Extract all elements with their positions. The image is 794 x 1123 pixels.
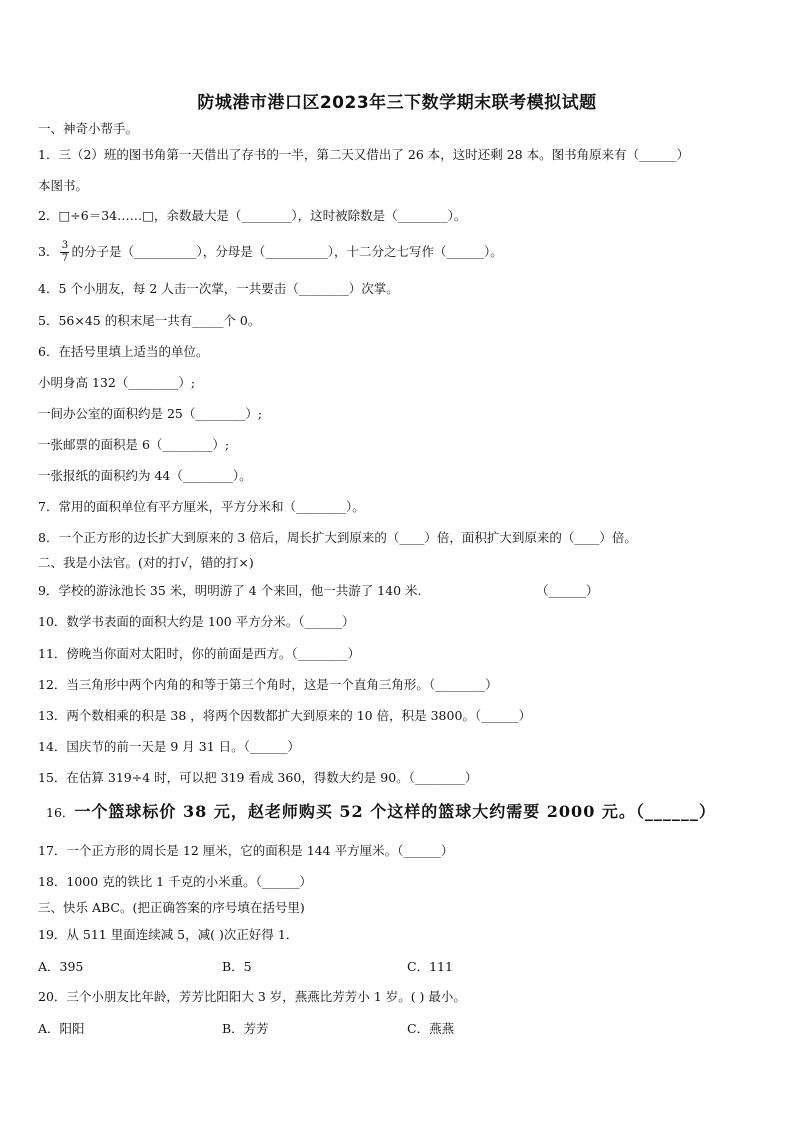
question-9 [38, 582, 754, 600]
question-20-stem: 20．三个小朋友比年龄，芳芳比阳阳大 3 岁，燕燕比芳芳小 1 岁。( ) 最小。 [38, 989, 466, 1004]
question-19-option-a: A．395 [38, 959, 84, 974]
question-6-c: 一张邮票的面积是 6（________）; [38, 437, 230, 452]
question-14: 14．国庆节的前一天是 9 月 31 日。（______） [38, 739, 300, 754]
fraction-denominator: 7 [61, 253, 69, 264]
section-heading-3: 三、快乐 ABC。(把正确答案的序号填在括号里) [38, 900, 305, 915]
question-9-text: 9．学校的游泳池长 35 米，明明游了 4 个来回，他一共游了 140 米. [38, 583, 422, 598]
question-3-text: 的分子是（__________），分母是（__________），十二分之七写作（______）。 [71, 244, 503, 259]
question-17: 17．一个正方形的周长是 12 厘米，它的面积是 144 平方厘米。（______） [38, 843, 454, 858]
question-3 [38, 241, 754, 264]
question-15: 15．在估算 319÷4 时，可以把 319 看成 360，得数大约是 90。（________） [38, 770, 478, 785]
question-10: 10．数学书表面的面积大约是 100 平方分米。（______） [38, 614, 355, 629]
question-12: 12．当三角形中两个内角的和等于第三个角时，这是一个直角三角形。（________） [38, 677, 498, 692]
question-20-option-c: C．燕燕 [407, 1021, 455, 1036]
question-20-option-a: A．阳阳 [38, 1021, 85, 1036]
question-3-number: 3． [38, 244, 59, 259]
page-title: 防城港市港口区2023年三下数学期末联考模拟试题 [197, 93, 597, 113]
question-19-stem: 19．从 511 里面连续减 5，减( )次正好得 1． [38, 927, 299, 942]
question-18: 18．1000 克的铁比 1 千克的小米重。（______） [38, 874, 312, 889]
question-13: 13．两个数相乘的积是 38 ，将两个因数都扩大到原来的 10 倍，积是 3800。（______） [38, 708, 532, 723]
question-5: 5．56×45 的积末尾一共有_____个 0。 [38, 313, 261, 328]
question-6-b: 一间办公室的面积约是 25（________）; [38, 406, 263, 421]
question-7: 7．常用的面积单位有平方厘米，平方分米和（________）。 [38, 499, 365, 514]
section-heading-2: 二、我是小法官。(对的打√，错的打×) [38, 555, 254, 570]
question-1-line-2: 本图书。 [38, 178, 89, 193]
question-19-option-c: C．111 [407, 959, 453, 974]
section-heading-1: 一、神奇小帮手。 [38, 121, 139, 136]
fraction-numerator: 3 [61, 240, 69, 251]
question-2: 2．□÷6＝34……□，余数最大是（________），这时被除数是（________）。 [38, 208, 467, 223]
question-16 [46, 803, 754, 822]
question-19-option-b: B．5 [222, 959, 252, 974]
question-16-text: 一个篮球标价 38 元，赵老师购买 52 个这样的篮球大约需要 2000 元。（______） [74, 802, 716, 821]
question-6-stem: 6．在括号里填上适当的单位。 [38, 344, 209, 359]
question-4: 4．5 个小朋友，每 2 人击一次掌，一共要击（________）次掌。 [38, 281, 399, 296]
question-11: 11．傍晚当你面对太阳时，你的前面是西方。（________） [38, 646, 361, 661]
question-6-a: 小明身高 132（________）; [38, 375, 196, 390]
question-20-option-b: B．芳芳 [222, 1021, 269, 1036]
question-16-number: 16． [46, 805, 75, 820]
question-6-d: 一张报纸的面积约为 44（________）。 [38, 468, 252, 483]
question-9-answer-blank: （______） [536, 583, 599, 598]
fraction-three-sevenths [60, 241, 69, 264]
question-8: 8．一个正方形的边长扩大到原来的 3 倍后，周长扩大到原来的（____）倍，面积扩大到原来的（____）倍。 [38, 530, 637, 545]
question-1-line-1: 1．三（2）班的图书角第一天借出了存书的一半，第二天又借出了 26 本，这时还剩 28 本。图书角原来有（______） [38, 147, 690, 162]
